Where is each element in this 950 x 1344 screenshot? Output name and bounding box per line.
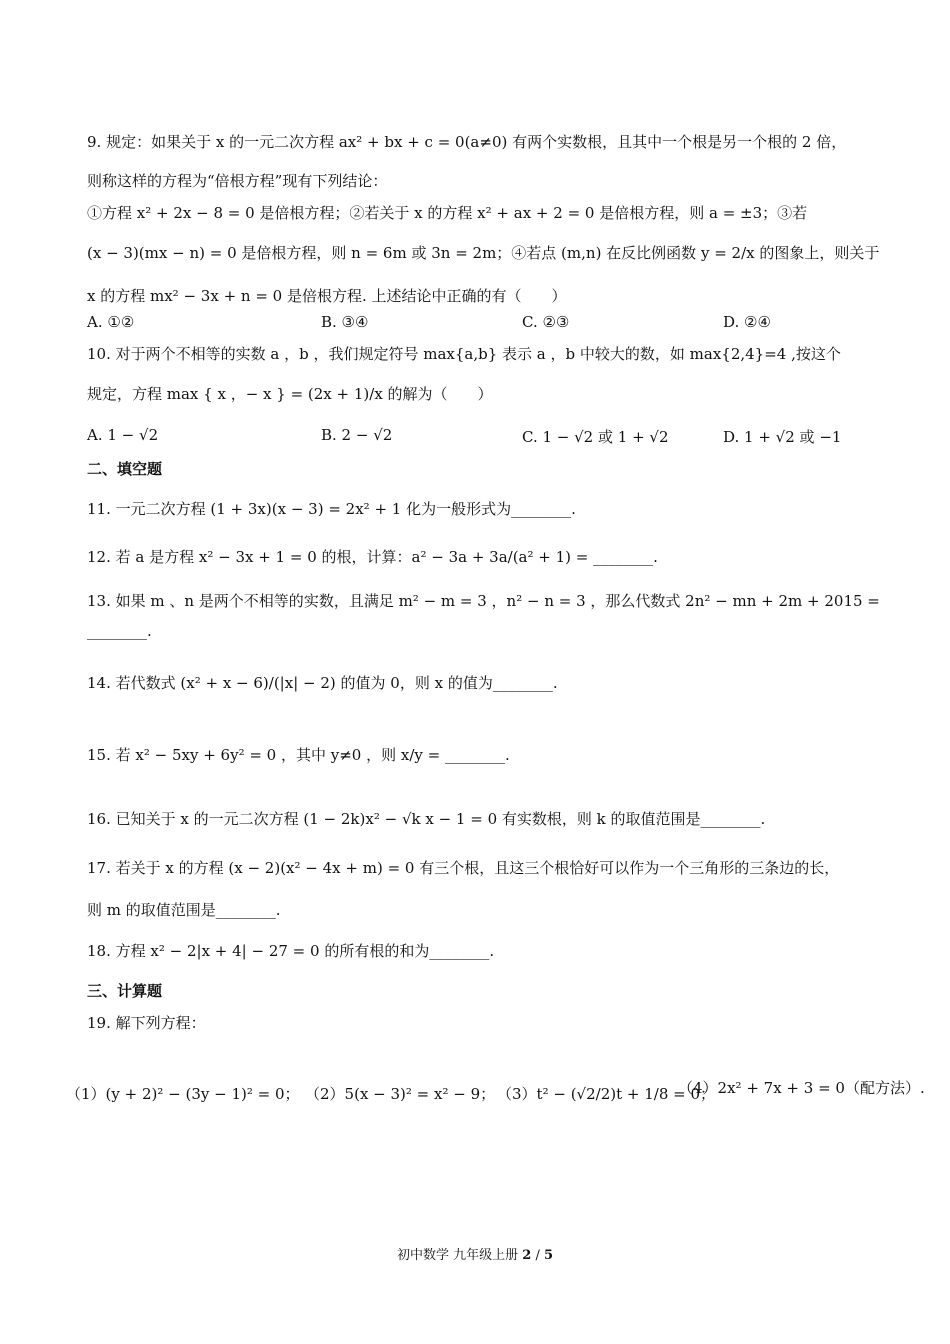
q10-option-a: A. 1 − √2 xyxy=(87,426,159,444)
q19-part-4: （4）2x² + 7x + 3 = 0（配方法）. xyxy=(678,1079,925,1097)
q10-options xyxy=(87,426,870,448)
q17-line-2: 则 m 的取值范围是________. xyxy=(87,901,281,919)
q10-option-b: B. 2 − √2 xyxy=(321,426,393,444)
q10-line-2: 规定，方程 max { x ，− x } = (2x + 1)/x 的解为（ ） xyxy=(87,385,493,403)
q9-line-1: 9. 规定：如果关于 x 的一元二次方程 ax² + bx + c = 0(a≠0) 有两个实数根，且其中一个根是另一个根的 2 倍， xyxy=(87,133,847,151)
question-12: 12. 若 a 是方程 x² − 3x + 1 = 0 的根，计算：a² − 3a + 3a/(a² + 1) = ________. xyxy=(87,548,658,566)
q19-title: 19. 解下列方程： xyxy=(87,1014,206,1032)
q10-option-c: C. 1 − √2 或 1 + √2 xyxy=(522,428,669,446)
page-footer xyxy=(0,1244,950,1263)
footer-total-pages: 5 xyxy=(543,1248,554,1263)
q13-line-2: ________. xyxy=(87,622,152,640)
footer-page-number: 2 xyxy=(522,1248,532,1263)
q9-line-4: (x − 3)(mx − n) = 0 是倍根方程，则 n = 6m 或 3n = 2m；④若点 (m,n) 在反比例函数 y = 2/x 的图象上，则关于 xyxy=(87,244,880,262)
question-16: 16. 已知关于 x 的一元二次方程 (1 − 2k)x² − √k x − 1 = 0 有实数根，则 k 的取值范围是________. xyxy=(87,810,766,828)
section-calculation: 三、计算题 xyxy=(87,982,163,1000)
footer-separator: / xyxy=(535,1248,540,1263)
q9-option-d: D. ②④ xyxy=(723,313,771,331)
question-14: 14. 若代数式 (x² + x − 6)/(|x| − 2) 的值为 0，则 x 的值为________. xyxy=(87,674,558,692)
section-fill-in: 二、填空题 xyxy=(87,460,163,478)
question-11: 11. 一元二次方程 (1 + 3x)(x − 3) = 2x² + 1 化为一般形式为________. xyxy=(87,500,576,518)
q19-part-1: （1）(y + 2)² − (3y − 1)² = 0； xyxy=(66,1085,300,1103)
q9-option-b: B. ③④ xyxy=(321,313,369,331)
q9-option-c: C. ②③ xyxy=(522,313,570,331)
q9-option-a: A. ①② xyxy=(87,313,135,331)
q19-part-2: （2）5(x − 3)² = x² − 9； xyxy=(305,1085,496,1103)
q19-part-3: （3）t² − (√2/2)t + 1/8 = 0； xyxy=(497,1085,716,1103)
q13-line-1: 13. 如果 m 、n 是两个不相等的实数，且满足 m² − m = 3 ，n² − n = 3 ，那么代数式 2n² − mn + 2m + 2015 = xyxy=(87,592,880,610)
q9-line-3: ①方程 x² + 2x − 8 = 0 是倍根方程；②若关于 x 的方程 x² + ax + 2 = 0 是倍根方程，则 a = ±3；③若 xyxy=(87,204,808,222)
q10-line-1: 10. 对于两个不相等的实数 a ，b ，我们规定符号 max{a,b} 表示 a ，b 中较大的数，如 max{2,4}=4 ,按这个 xyxy=(87,345,841,363)
question-18: 18. 方程 x² − 2|x + 4| − 27 = 0 的所有根的和为________. xyxy=(87,942,495,960)
q9-line-5: x 的方程 mx² − 3x + n = 0 是倍根方程. 上述结论中正确的有（ ） xyxy=(87,287,567,305)
footer-text: 初中数学 九年级上册 xyxy=(396,1248,519,1263)
q10-option-d: D. 1 + √2 或 −1 xyxy=(723,428,842,446)
question-15: 15. 若 x² − 5xy + 6y² = 0 ，其中 y≠0 ，则 x/y = ________. xyxy=(87,746,510,764)
q17-line-1: 17. 若关于 x 的方程 (x − 2)(x² − 4x + m) = 0 有三个根，且这三个根恰好可以作为一个三角形的三条边的长， xyxy=(87,859,840,877)
q9-line-2: 则称这样的方程为“倍根方程”现有下列结论： xyxy=(87,172,388,190)
q9-options xyxy=(87,313,870,335)
